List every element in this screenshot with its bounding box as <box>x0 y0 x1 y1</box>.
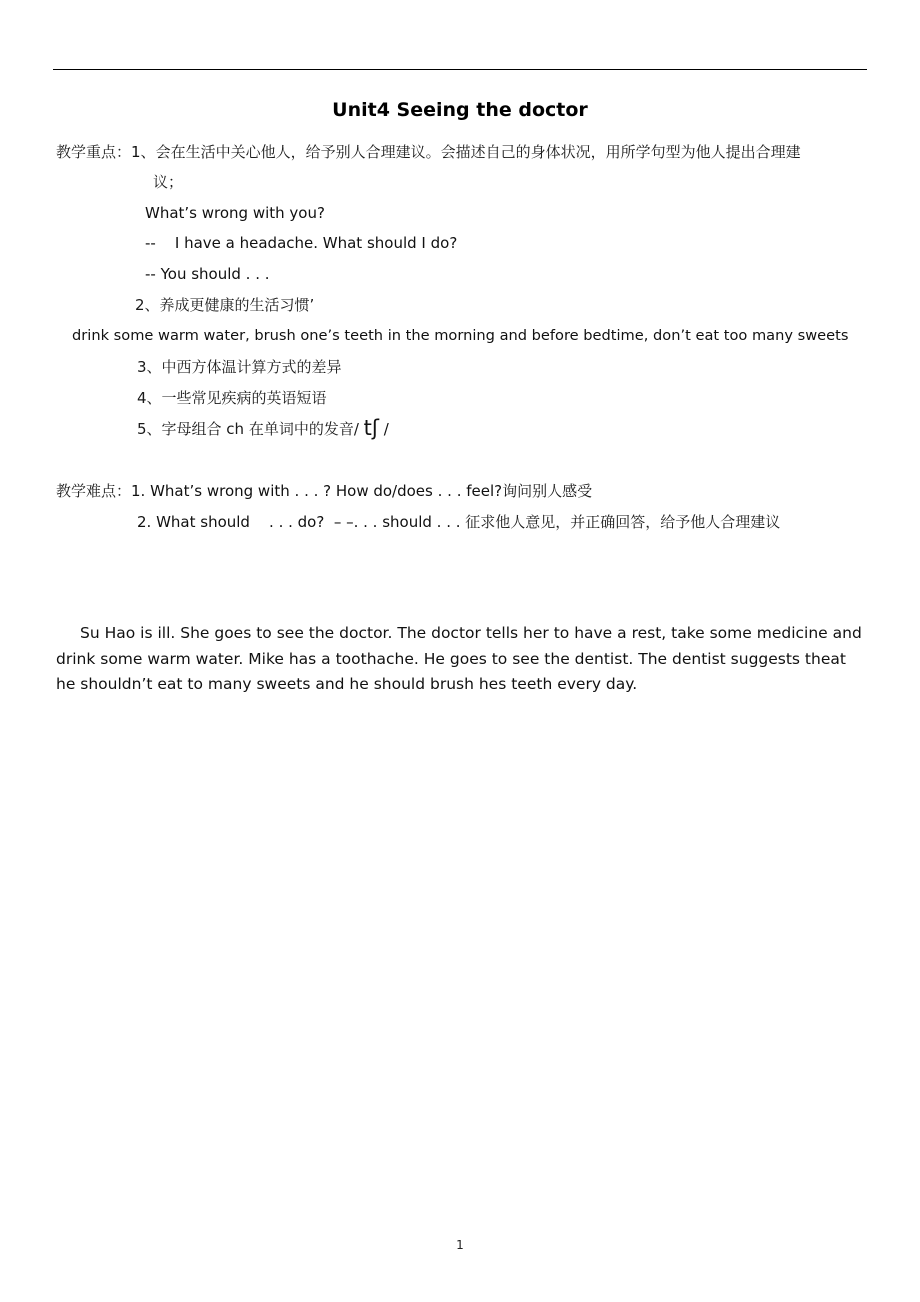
difficult-point-1-en: 1. What’s wrong with . . . ? How do/does . . . feel? <box>131 482 503 500</box>
key-point-5 <box>137 418 389 439</box>
dialogue-line-2: -- I have a headache. What should I do? <box>145 234 458 252</box>
key-point-3: 3、中西方体温计算方式的差异 <box>137 358 342 376</box>
key-point-1-continuation: 议； <box>153 173 184 191</box>
header-rule <box>53 69 867 70</box>
difficult-point-2-cn: 征求他人意见，并正确回答，给予他人合理建议 <box>465 513 781 531</box>
key-points-label: 教学重点： <box>56 143 132 161</box>
key-point-2: 2、养成更健康的生活习惯’ <box>135 296 315 314</box>
dialogue-line-1: What’s wrong with you? <box>145 204 325 222</box>
document-title: Unit4 Seeing the doctor <box>332 99 588 121</box>
key-point-4: 4、一些常见疾病的英语短语 <box>137 389 327 407</box>
dialogue-line-3: -- You should . . . <box>145 265 270 283</box>
reading-passage <box>56 621 866 698</box>
page-number: 1 <box>456 1238 464 1252</box>
key-point-1-text: 会在生活中关心他人，给予别人合理建议。会描述自己的身体状况，用所学句型为他人提出合理建 <box>155 143 801 161</box>
key-points-line-1 <box>56 142 801 162</box>
habits-line: drink some warm water, brush one’s teeth in the morning and before bedtime, don’t eat too many sweets <box>72 327 849 344</box>
phonetic-symbol: tʃ <box>363 416 379 440</box>
difficult-points-label: 教学难点： <box>56 482 132 500</box>
difficult-points-line-1 <box>56 481 592 501</box>
key-point-5-end: / <box>378 420 389 438</box>
difficult-point-2-en: 2. What should . . . do? – –. . . should . . . <box>137 513 466 531</box>
difficult-points-line-2 <box>137 512 780 532</box>
key-point-1-number: 1、 <box>131 143 156 161</box>
key-point-5-text: 5、字母组合 ch 在单词中的发音/ <box>137 420 364 438</box>
passage-text: Su Hao is ill. She goes to see the doctor. The doctor tells her to have a rest, take some medicine and drink some warm water. Mike has a toothache. He goes to see the dentist. The dentist suggests theat he shouldn’t eat to many sweets and he should brush hes teeth every day. <box>56 624 862 693</box>
difficult-point-1-cn: 询问别人感受 <box>502 482 593 500</box>
